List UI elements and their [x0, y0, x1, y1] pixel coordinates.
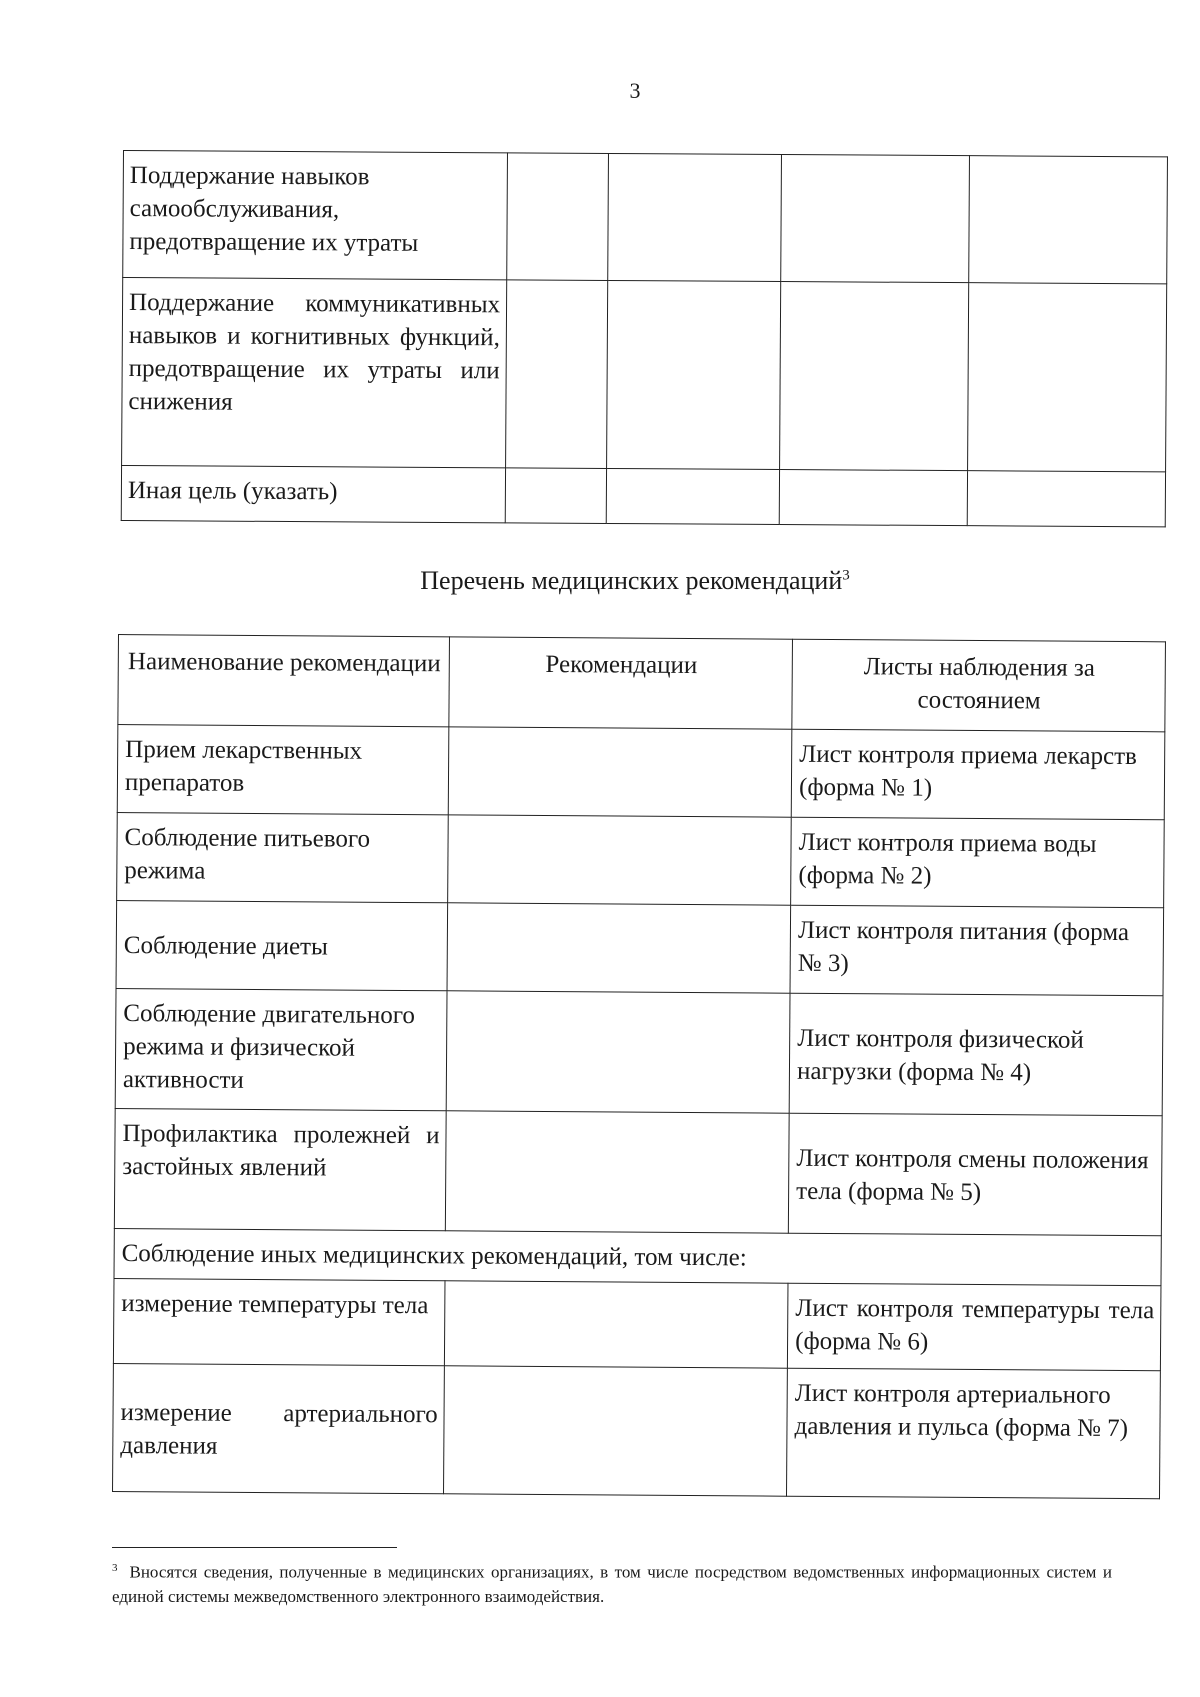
- recommendation-cell: [445, 1111, 789, 1233]
- table-row: [114, 1228, 1161, 1285]
- footnote-divider: [112, 1547, 397, 1548]
- footnote: [112, 1556, 1112, 1609]
- goal-cell: [780, 282, 969, 471]
- table-row: [123, 151, 1168, 284]
- other-recommendations-heading: Соблюдение иных медицинских рекомендаций, том числе:: [114, 1228, 1161, 1285]
- recommendation-name: Прием лекарственных препаратов: [117, 725, 449, 815]
- table-row: [116, 900, 1164, 995]
- section-title: [0, 566, 1200, 596]
- recommendation-cell: [446, 991, 790, 1113]
- goal-cell: [606, 468, 779, 524]
- goal-label: Иная цель (указать): [121, 465, 505, 522]
- goal-cell: [969, 156, 1168, 284]
- goal-label: Поддержание навыков самообслуживания, предотвращение их утраты: [123, 151, 508, 280]
- goal-label: Поддержание коммуникативных навыков и когнитивных функций, предотвращение их утраты или снижения: [122, 278, 507, 468]
- recommendation-cell: [444, 1366, 788, 1496]
- observation-sheet: Лист контроля артериального давления и пульса (форма № 7): [787, 1368, 1161, 1499]
- goal-cell: [781, 155, 970, 283]
- table-row: [117, 812, 1165, 907]
- goal-cell: [607, 280, 781, 469]
- goal-cell: [967, 471, 1165, 527]
- goal-cell: [608, 153, 782, 281]
- page-number: 3: [629, 78, 641, 103]
- recommendation-cell: [448, 727, 792, 817]
- recommendation-name: Соблюдение питьевого режима: [117, 812, 449, 902]
- recommendation-cell: [445, 1281, 789, 1368]
- goal-cell: [507, 153, 609, 281]
- table-row: [114, 1108, 1162, 1235]
- table-row: [115, 988, 1163, 1115]
- observation-sheet: Лист контроля смены положения тела (форма № 5): [788, 1113, 1162, 1236]
- table-row: [121, 465, 1165, 526]
- observation-sheet: Лист контроля питания (форма № 3): [790, 905, 1163, 996]
- footnote-number: 3: [112, 1562, 118, 1574]
- goal-cell: [968, 283, 1167, 472]
- header-recommendations: Рекомендации: [449, 637, 793, 729]
- table-header-row: [118, 635, 1166, 732]
- header-name: Наименование рекомендации: [118, 635, 450, 727]
- table-row: [113, 1278, 1161, 1370]
- recommendation-name: измерение артериального давления: [113, 1363, 445, 1493]
- footnote-mark: 3: [842, 567, 850, 584]
- header-sheets: Листы наблюдения за состоянием: [792, 639, 1166, 732]
- goal-cell: [779, 470, 967, 526]
- recommendation-name: Профилактика пролежней и застойных явлений: [114, 1108, 446, 1230]
- footnote-text: Вносятся сведения, полученные в медицинских организациях, в том числе посредством ведомственных информационных систем и единой системы межведомственного электронного взаимодействия.: [112, 1562, 1112, 1606]
- table-row: [122, 278, 1167, 472]
- goals-table: [121, 150, 1168, 527]
- recommendation-cell: [447, 903, 791, 993]
- table-row: [113, 1363, 1161, 1498]
- recommendations-table: [112, 634, 1166, 1499]
- table-row: [117, 725, 1165, 820]
- observation-sheet: Лист контроля приема воды (форма № 2): [791, 817, 1164, 908]
- goal-cell: [506, 280, 608, 469]
- recommendation-name: измерение температуры тела: [113, 1278, 445, 1365]
- observation-sheet: Лист контроля приема лекарств (форма № 1): [791, 729, 1164, 820]
- observation-sheet: Лист контроля температуры тела (форма № 6): [788, 1283, 1161, 1371]
- recommendation-cell: [448, 815, 792, 905]
- recommendation-name: Соблюдение двигательного режима и физической активности: [115, 988, 447, 1110]
- section-title-text: Перечень медицинских рекомендаций: [420, 566, 843, 595]
- goal-cell: [505, 468, 606, 524]
- recommendation-name: Соблюдение диеты: [116, 900, 448, 990]
- observation-sheet: Лист контроля физической нагрузки (форма № 4): [789, 993, 1163, 1116]
